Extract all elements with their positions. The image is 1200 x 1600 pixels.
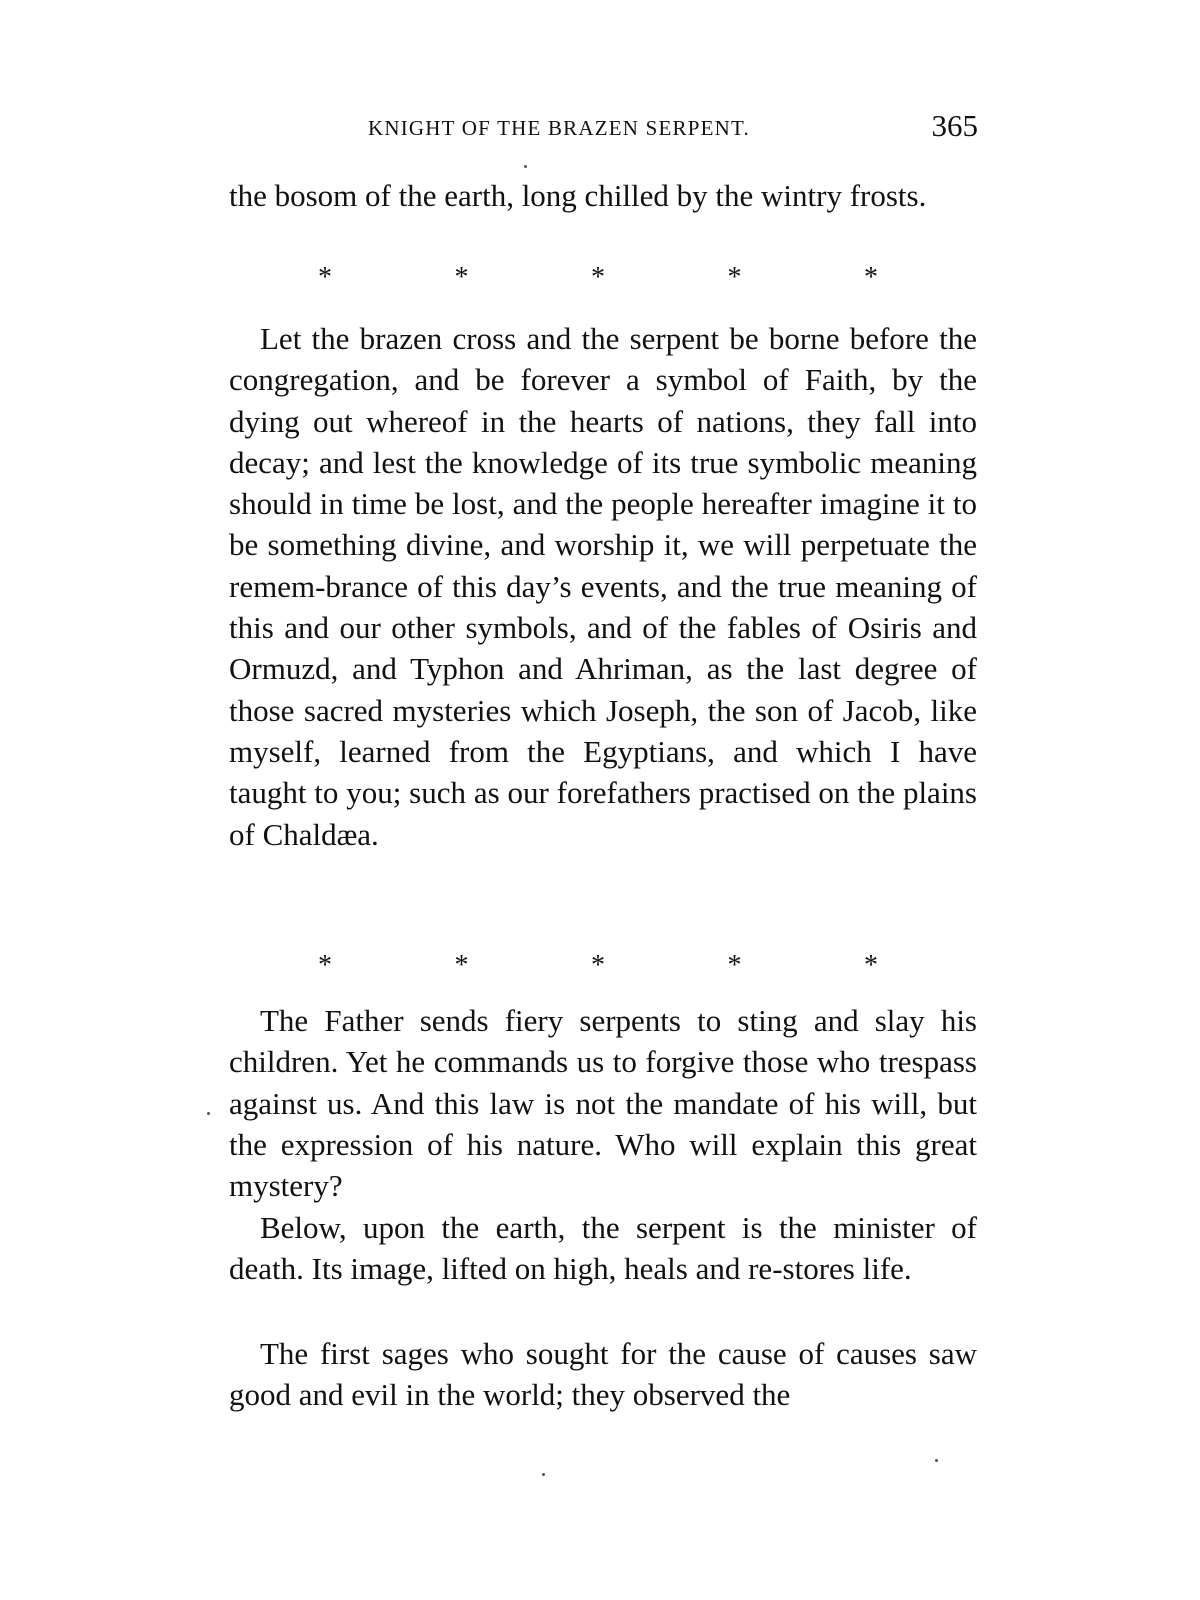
paragraph-text: Let the brazen cross and the serpent be borne before the congregation, and be forever a symbol of Faith, by the dying out whereof in the hearts of nations, they fall into decay; and lest the knowledge of its true symbolic meaning should in time be lost, and the people hereafter imagine it to be something divine, and worship it, we will perpetuate the remem-brance of this day’s events, and the true meaning of this and our other symbols, and of the fables of Osiris and Ormuzd, and Typhon and Ahriman, as the last degree of those sacred mysteries which Joseph, the son of Jacob, like myself, learned from the Egyptians, and which I have taught to you; such as our forefathers practised on the plains of Chaldæa.: [229, 321, 977, 852]
paragraph-text: The first sages who sought for the cause of causes saw good and evil in the world; they observed the: [229, 1336, 977, 1413]
asterisk: *: [727, 950, 742, 981]
running-title: KNIGHT OF THE BRAZEN SERPENT.: [368, 116, 750, 140]
asterisk: *: [864, 950, 878, 981]
section-separator: [318, 950, 878, 980]
paragraph-first-sages: [229, 1333, 977, 1416]
asterisk: *: [591, 262, 605, 293]
asterisk: *: [864, 262, 878, 293]
paper-speck: [935, 1459, 938, 1462]
paper-speck: [207, 1112, 210, 1115]
paragraph-text: Below, upon the earth, the serpent is the minister of death. Its image, lifted on high, heals and re-stores life.: [229, 1210, 977, 1287]
asterisk: *: [454, 262, 469, 293]
asterisk: *: [591, 950, 605, 981]
paragraph-continued: [229, 175, 977, 216]
paper-speck: [524, 165, 527, 168]
paragraph-father: [229, 1000, 977, 1206]
asterisk: *: [318, 950, 332, 981]
paragraph-text: The Father sends fiery serpents to sting and slay his children. Yet he commands us to forgive those who trespass against us. And this law is not the mandate of his will, but the expression of his nature. Who will explain this great mystery?: [229, 1003, 977, 1204]
paragraph-serpent-death: [229, 1207, 977, 1290]
asterisk: *: [727, 262, 742, 293]
asterisk: *: [454, 950, 469, 981]
page-header: [368, 108, 978, 148]
section-separator: [318, 262, 878, 292]
asterisk: *: [318, 262, 332, 293]
paper-speck: [542, 1473, 545, 1476]
paragraph-brazen-cross: [229, 318, 977, 855]
paragraph-text: the bosom of the earth, long chilled by the wintry frosts.: [229, 178, 927, 213]
page-number: 365: [931, 108, 978, 143]
